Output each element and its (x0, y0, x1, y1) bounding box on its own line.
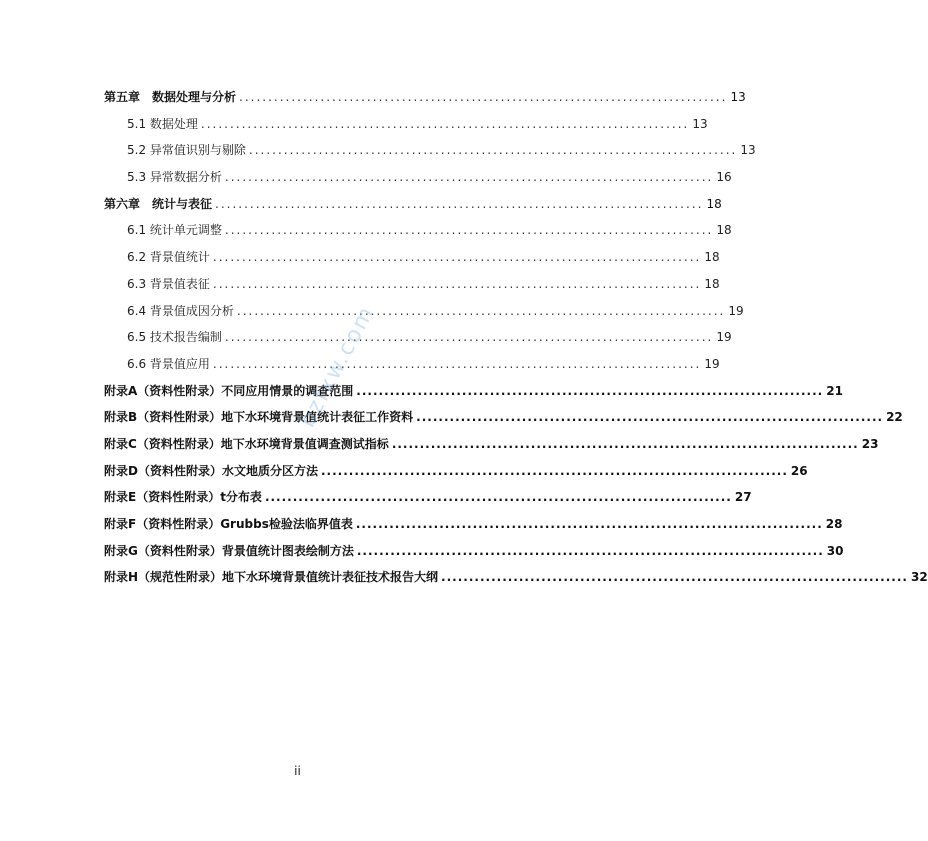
toc-leader: .................................................................................... (224, 223, 714, 238)
toc-entry-title: 5.2 异常值识别与剔除 (127, 143, 246, 158)
toc-entry-title: 附录D（资料性附录）水文地质分区方法 (104, 463, 318, 478)
toc-entry-title: 6.6 背景值应用 (127, 356, 210, 371)
toc-entry-page: 18 (704, 250, 720, 265)
toc-entry-page: 18 (716, 223, 732, 238)
toc-leader: .................................................................................... (248, 143, 738, 158)
toc-entry-title: 5.3 异常数据分析 (127, 170, 222, 185)
toc-leader: .................................................................................... (264, 490, 732, 505)
toc-entry[interactable] (104, 244, 720, 271)
toc-leader: .................................................................................... (356, 543, 824, 558)
toc-leader: .................................................................................... (215, 196, 704, 211)
toc-entry-page: 18 (706, 196, 722, 211)
toc-leader: .................................................................................... (224, 170, 714, 185)
toc-entry-title: 6.4 背景值成因分析 (127, 303, 234, 318)
toc-entry-page: 19 (716, 330, 732, 345)
toc-entry-page: 30 (826, 543, 844, 558)
toc-entry[interactable] (104, 564, 928, 591)
table-of-contents (104, 84, 928, 591)
toc-entry-page: 28 (825, 517, 843, 531)
toc-entry[interactable] (104, 458, 808, 485)
toc-leader: .................................................................................... (355, 517, 823, 531)
toc-entry[interactable] (104, 538, 844, 565)
toc-leader: .................................................................................... (356, 383, 824, 398)
toc-entry-page: 22 (886, 410, 903, 425)
toc-entry-page: 26 (790, 463, 808, 478)
toc-entry-title: 6.5 技术报告编制 (127, 330, 222, 345)
toc-entry[interactable] (104, 84, 746, 111)
toc-entry[interactable] (104, 217, 732, 244)
toc-entry-title: 附录E（资料性附录）t分布表 (104, 490, 262, 505)
toc-entry-title: 6.1 统计单元调整 (127, 223, 222, 238)
toc-entry[interactable] (104, 404, 903, 431)
toc-entry-title: 第六章 统计与表征 (104, 196, 213, 211)
toc-entry[interactable] (104, 351, 720, 378)
toc-entry[interactable] (104, 111, 708, 138)
toc-entry[interactable] (104, 484, 752, 511)
toc-entry-page: 23 (861, 436, 879, 451)
toc-leader: .................................................................................... (212, 250, 702, 265)
toc-entry-page: 32 (910, 570, 928, 585)
toc-entry-page: 18 (704, 276, 720, 291)
toc-entry[interactable] (104, 271, 720, 298)
toc-entry[interactable] (104, 164, 732, 191)
toc-entry-page: 13 (692, 116, 708, 131)
toc-leader: .................................................................................... (239, 90, 728, 104)
toc-entry-page: 13 (740, 143, 756, 158)
toc-leader: .................................................................................... (212, 276, 702, 291)
toc-entry[interactable] (104, 378, 843, 405)
toc-entry-title: 第五章 数据处理与分析 (104, 90, 237, 104)
toc-entry-title: 附录G（资料性附录）背景值统计图表绘制方法 (104, 543, 354, 558)
toc-entry[interactable] (104, 431, 879, 458)
toc-leader: .................................................................................... (224, 330, 714, 345)
toc-leader: .................................................................................... (236, 303, 726, 318)
toc-entry[interactable] (104, 511, 843, 538)
toc-entry-title: 附录F（资料性附录）Grubbs检验法临界值表 (104, 517, 353, 531)
toc-entry[interactable] (104, 324, 732, 351)
toc-entry[interactable] (104, 298, 744, 325)
toc-entry-title: 5.1 数据处理 (127, 116, 198, 131)
toc-leader: .................................................................................... (320, 463, 788, 478)
toc-entry-title: 附录H（规范性附录）地下水环境背景值统计表征技术报告大纲 (104, 570, 439, 585)
toc-entry-page: 19 (704, 356, 720, 371)
toc-entry-page: 21 (826, 383, 843, 398)
toc-entry-title: 6.3 背景值表征 (127, 276, 210, 291)
toc-entry-title: 附录A（资料性附录）不同应用情景的调查范围 (104, 383, 354, 398)
toc-entry-page: 27 (734, 490, 752, 505)
toc-entry-page: 19 (728, 303, 744, 318)
toc-leader: .................................................................................... (391, 436, 859, 451)
toc-entry-page: 16 (716, 170, 732, 185)
toc-entry-title: 6.2 背景值统计 (127, 250, 210, 265)
watermark: bzfxw.com (295, 301, 381, 432)
toc-entry-page: 13 (730, 90, 746, 104)
toc-leader: .................................................................................... (441, 570, 908, 585)
toc-entry[interactable] (104, 191, 722, 218)
toc-entry-title: 附录B（资料性附录）地下水环境背景值统计表征工作资料 (104, 410, 414, 425)
toc-entry[interactable] (104, 137, 756, 164)
toc-leader: .................................................................................... (212, 356, 702, 371)
toc-leader: .................................................................................... (200, 116, 690, 131)
page-number: ii (294, 764, 301, 778)
toc-entry-title: 附录C（资料性附录）地下水环境背景值调查测试指标 (104, 436, 389, 451)
toc-leader: .................................................................................... (416, 410, 884, 425)
